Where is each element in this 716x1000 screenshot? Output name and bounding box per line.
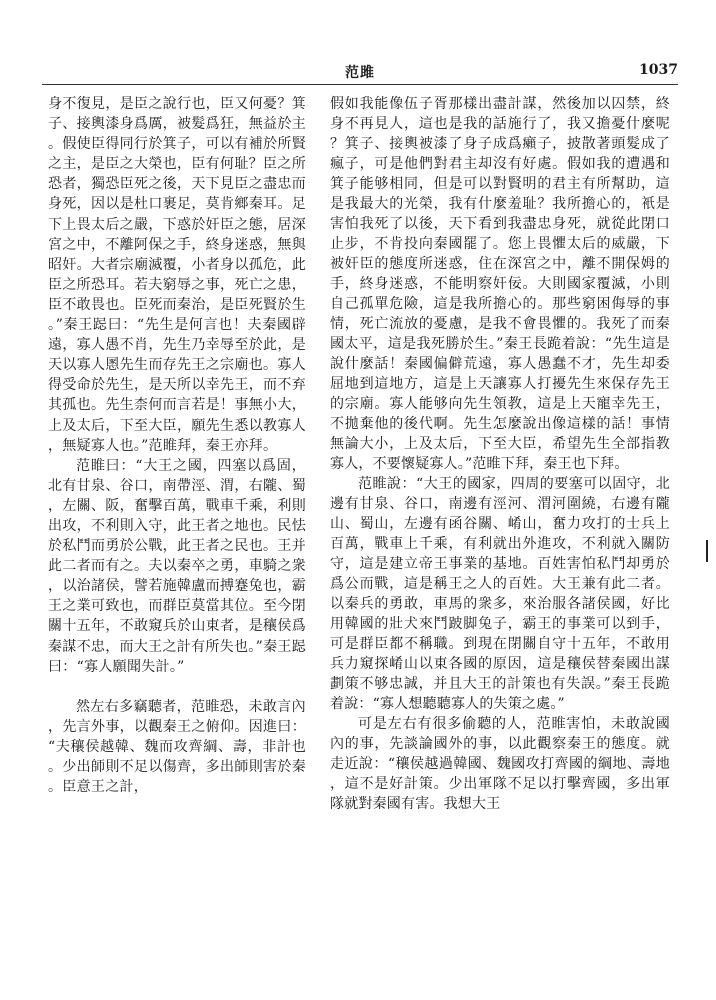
- header-rule: [42, 84, 678, 85]
- running-title: 范雎: [345, 65, 375, 81]
- page-number: 1037: [639, 62, 678, 78]
- classical-text-column: [48, 94, 306, 954]
- classical-paragraph-3: 然左右多竊聽者，范睢恐，未敢言內，先言外事，以觀秦王之俯仰。因進曰：“夫穰侯越韓、魏而攻齊綱、壽，非計也。少出師則不足以傷齊，多出師則害於秦。臣意王之計，: [48, 698, 306, 796]
- classical-paragraph-2: 范睢曰：“大王之國，四塞以爲固，北有甘泉、谷口，南帶涇、渭，右隴、蜀，左關、阪，奮擊百萬，戰車千乘，利則出攻，不利則入守，此王者之地也。民怯於私鬥而勇於公戰，此王者之民也。王并此二者而有之。夫以秦卒之勇，車騎之衆，以治諸侯，譬若施韓盧而搏蹇兔也，霸王之業可致也，而群臣莫當其位。至今閉關十五年，不敢窺兵於山東者，是穰侯爲秦謀不忠，而大王之計有所失也。”秦王跽曰：“寡人願聞失計。”: [48, 457, 306, 675]
- translation-paragraph-2: 范睢說：“大王的國家，四周的要塞可以固守，北邊有甘泉、谷口，南邊有涇河、渭河圍繞，右邊有隴山、蜀山，左邊有函谷關、崤山，奮力攻打的士兵上百萬，戰車上千乘，有利就出外進攻，不利就入關防守，這是建立帝王事業的基地。百姓害怕私鬥却勇於爲公而戰，這是稱王之人的百姓。大王兼有此二者。以秦兵的勇敢，車馬的衆多，來治服各諸侯國，好比用韓國的壯犬來鬥跛脚兔子，霸王的事業可以到手，可是群臣都不稱職。到現在閉關自守十五年，不敢用兵力窺探崤山以東各國的原因，這是穰侯替秦國出謀劃策不够忠誠，并且大王的計策也有失誤。”秦王長跪着說：“寡人想聽聽寡人的失策之處。”: [330, 476, 670, 712]
- translation-paragraph-3: 可是左右有很多偷聽的人，范睢害怕，未敢說國內的事，先談論國外的事，以此觀察秦王的態度。就走近說：“穰侯越過韓國、魏國攻打齊國的綱地、壽地，這不是好計策。少出軍隊不足以打擊齊國，多出軍隊就對秦國有害。我想大王: [330, 716, 670, 812]
- translation-paragraph-1: 假如我能像伍子胥那樣出盡計謀，然後加以囚禁，終身不再見人，這也是我的話施行了，我又擔憂什麼呢？箕子、接輿被漆了身子成爲癩子，披散著頭髮成了瘋子，可是他們對君主却沒有好處。假如我的遭遇和箕子能够相同，但是可以對賢明的君主有所幫助，這是我最大的光榮，我有什麼羞耻？我所擔心的，衹是害怕我死了以後，天下看到我盡忠身死，就從此閉口止步，不肯投向秦國罷了。您上畏懼太后的威嚴，下被奸臣的態度所迷惑，住在深宮之中，離不開保姆的手，終身迷惑，不能明察奸佞。大則國家覆滅，小則自己孤單危險，這是我所擔心的。那些窮困侮辱的事情，死亡流放的憂慮，是我不會畏懼的。我死了而秦國太平，這是我死勝於生。”秦王長跪着說：“先生這是說什麼話！秦國偏僻荒遠，寡人愚蠢不才，先生却委屈地到這地方，這是上天讓寡人打擾先生來保存先王的宗廟。寡人能够向先生領教，這是上天寵幸先王，不拋棄他的後代啊。先生怎麼說出像這樣的話！事情無論大小，上及太后，下至大臣，希望先生全部指教寡人，不要懷疑寡人。”范睢下拜，秦王也下拜。: [330, 96, 670, 472]
- margin-mark: [706, 540, 708, 562]
- classical-paragraph-1: 身不復見，是臣之說行也，臣又何憂？箕子、接輿漆身爲厲，被髮爲狂，無益於主。假使臣得同行於箕子，可以有補於所賢之主，是臣之大榮也，臣有何耻？臣之所恐者，獨恐臣死之後，天下見臣之盡忠而身死，因以是杜口裹足，莫肯鄉秦耳。足下上畏太后之嚴，下惑於奸臣之態，居深宮之中，不離阿保之手，終身迷惑，無與昭奸。大者宗廟滅覆，小者身以孤危，此臣之所恐耳。若夫窮辱之事，死亡之患，臣不敢畏也。臣死而秦治，是臣死賢於生。”秦王跽曰：“先生是何言也！夫秦國辟遠，寡人愚不肖，先生乃幸辱至於此，是天以寡人慁先生而存先王之宗廟也。寡人得受命於先生，是天所以幸先王，而不弃其孤也。先生柰何而言若是！事無小大，上及太后，下至大臣，願先生悉以教寡人，無疑寡人也。”范睢拜，秦王亦拜。: [48, 96, 306, 454]
- page-header: [42, 62, 678, 82]
- translation-text-column: [330, 94, 670, 974]
